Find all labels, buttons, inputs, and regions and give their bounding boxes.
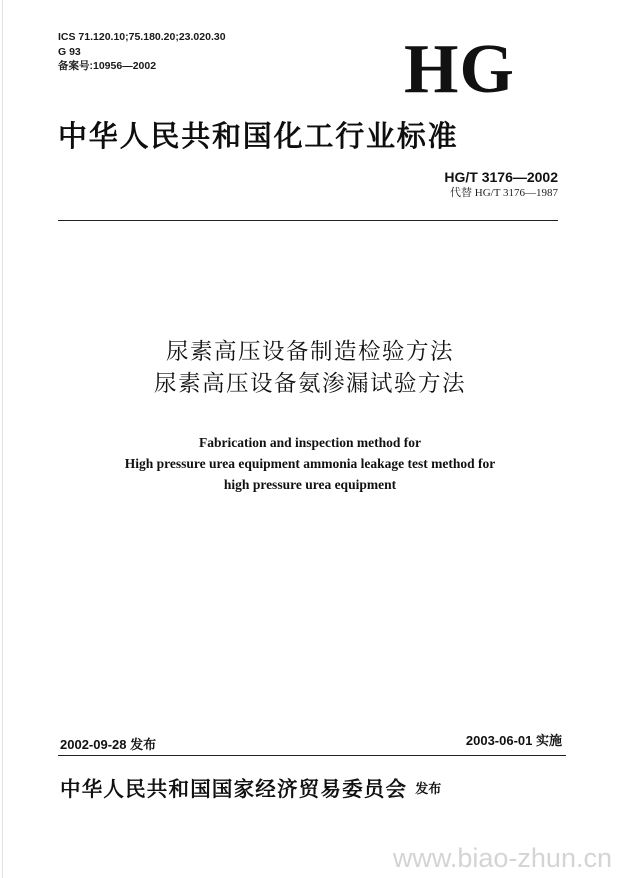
chinese-title [0,336,620,400]
english-title-line-3: high pressure urea equipment [223,477,397,492]
ccs-code: G 93 [58,45,81,58]
bottom-divider [58,755,566,756]
record-number: 备案号:10956—2002 [58,60,157,72]
issuer-line [60,774,441,804]
issue-date: 2002-09-28 发布 [60,737,157,752]
chinese-title-line-2: 尿素高压设备氨渗漏试验方法 [153,371,466,397]
hg-logo: HG [404,31,515,108]
classification-block [58,30,226,74]
standard-category-title: 中华人民共和国化工行业标准 [58,119,459,153]
standard-code-block [444,168,558,200]
english-title-line-1: Fabrication and inspection method for [198,435,421,450]
issuing-organization: 中华人民共和国国家经济贸易委员会 [60,777,408,801]
standard-number: HG/T 3176—2002 [444,169,558,185]
issue-action: 发布 [415,782,442,797]
ics-code: ICS 71.120.10;75.180.20;23.020.30 [58,31,226,43]
replaces-standard: 代替 HG/T 3176—1987 [450,187,558,199]
chinese-title-line-1: 尿素高压设备制造检验方法 [165,339,454,365]
top-divider [58,220,558,221]
english-title [0,432,620,495]
implementation-date: 2003-06-01 实施 [465,733,562,748]
site-watermark: www.biao-zhun.cn [392,843,612,873]
english-title-line-2: High pressure urea equipment ammonia leakage test method for [124,456,496,471]
